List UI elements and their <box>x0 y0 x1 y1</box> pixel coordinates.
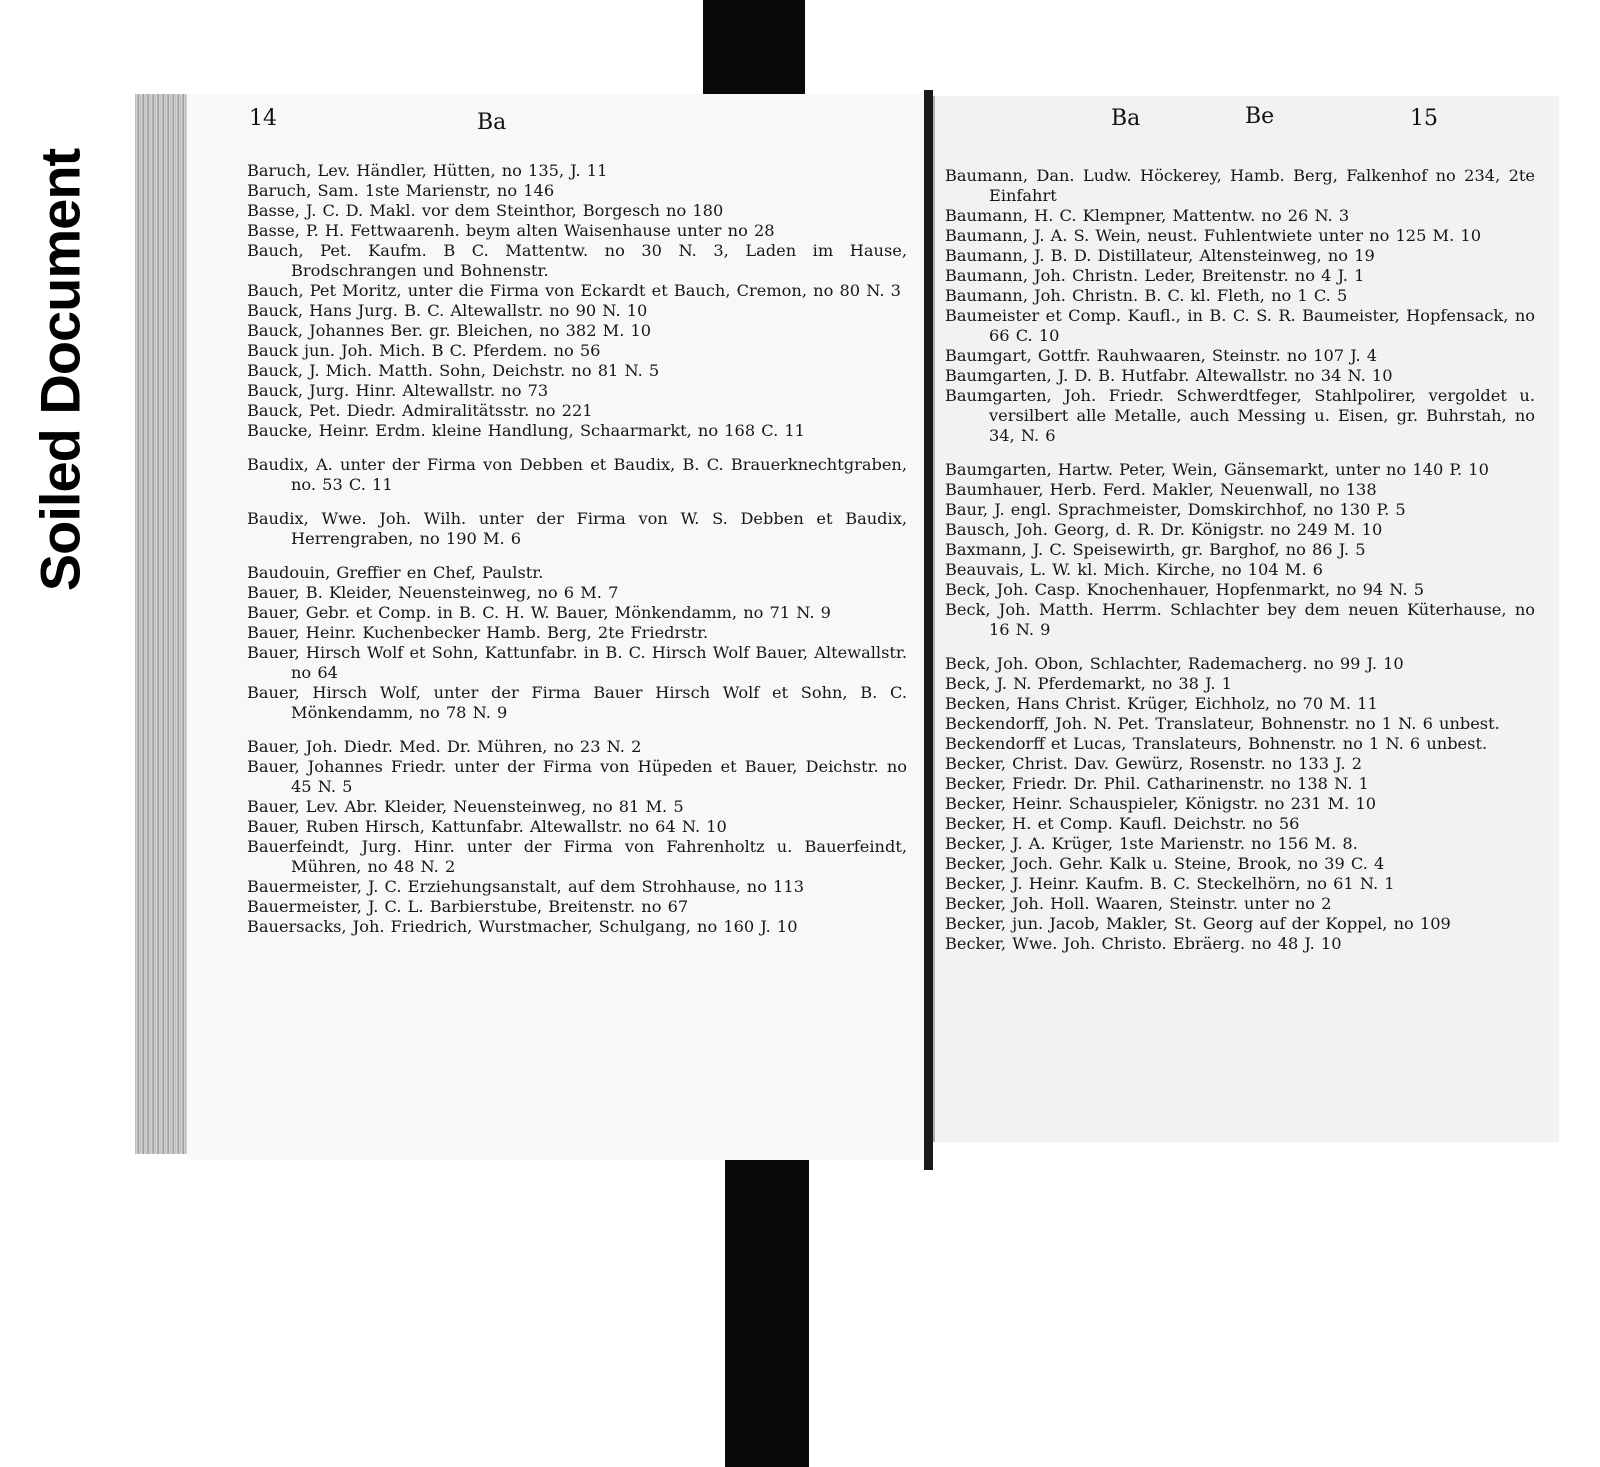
entry: Baumann, Dan. Ludw. Höckerey, Hamb. Berg, Falkenhof no 234, 2te Einfahrt <box>945 166 1535 205</box>
entry: Bauck, Johannes Ber. gr. Bleichen, no 382 M. 10 <box>247 321 652 340</box>
entry: Becker, Joch. Gehr. Kalk u. Steine, Brook, no 39 C. 4 <box>945 854 1385 873</box>
entry: Baudouin, Greffier en Chef, Paulstr. <box>247 563 544 582</box>
right-page-number: 15 <box>1410 106 1438 131</box>
entry: Becker, J. A. Krüger, 1ste Marienstr. no 156 M. 8. <box>945 834 1358 853</box>
right-running-head-be: Be <box>1245 104 1275 129</box>
right-page <box>933 96 1559 1142</box>
entry: Bauermeister, J. C. Erziehungsanstalt, auf dem Strohhause, no 113 <box>247 877 805 896</box>
entry: Basse, J. C. D. Makl. vor dem Steinthor, Borgesch no 180 <box>247 201 724 220</box>
entry: Bauer, Lev. Abr. Kleider, Neuensteinweg, no 81 M. 5 <box>247 797 684 816</box>
entry: Baumann, H. C. Klempner, Mattentw. no 26 N. 3 <box>945 206 1350 225</box>
entry: Becker, Heinr. Schauspieler, Königstr. no 231 M. 10 <box>945 794 1377 813</box>
entry: Bauer, Johannes Friedr. unter der Firma von Hüpeden et Bauer, Deichstr. no 45 N. 5 <box>247 757 907 796</box>
entry: Baudix, A. unter der Firma von Debben et Baudix, B. C. Brauerknechtgraben, no. 53 C. 11 <box>247 455 907 494</box>
entry: Baumann, Joh. Christn. Leder, Breitenstr. no 4 J. 1 <box>945 266 1365 285</box>
entry: Bauer, Heinr. Kuchenbecker Hamb. Berg, 2te Friedrstr. <box>247 623 709 642</box>
entry: Baruch, Lev. Händler, Hütten, no 135, J. 11 <box>247 161 608 180</box>
entry: Baxmann, J. C. Speisewirth, gr. Barghof, no 86 J. 5 <box>945 540 1366 559</box>
entry: Bauer, Joh. Diedr. Med. Dr. Mühren, no 23 N. 2 <box>247 737 642 756</box>
entry: Baumeister et Comp. Kaufl., in B. C. S. R. Baumeister, Hopfensack, no 66 C. 10 <box>945 306 1535 345</box>
entry: Bauch, Pet. Kaufm. B C. Mattentw. no 30 N. 3, Laden im Hause, Brodschrangen und Bohnenstr. <box>247 241 907 280</box>
entry: Baruch, Sam. 1ste Marienstr, no 146 <box>247 181 555 200</box>
entry: Bauer, Ruben Hirsch, Kattunfabr. Altewallstr. no 64 N. 10 <box>247 817 727 836</box>
entry: Becker, Joh. Holl. Waaren, Steinstr. unter no 2 <box>945 894 1332 913</box>
entry: Beckendorff et Lucas, Translateurs, Bohnenstr. no 1 N. 6 unbest. <box>945 734 1488 753</box>
entry: Baumgarten, Hartw. Peter, Wein, Gänsemarkt, unter no 140 P. 10 <box>945 460 1489 479</box>
entry: Bauck, Pet. Diedr. Admiralitätsstr. no 221 <box>247 401 593 420</box>
left-running-head: Ba <box>477 110 507 135</box>
entry: Beckendorff, Joh. N. Pet. Translateur, Bohnenstr. no 1 N. 6 unbest. <box>945 714 1500 733</box>
entry: Basse, P. H. Fettwaarenh. beym alten Waisenhause unter no 28 <box>247 221 775 240</box>
entry: Beck, Joh. Casp. Knochenhauer, Hopfenmarkt, no 94 N. 5 <box>945 580 1425 599</box>
entry: Becker, Christ. Dav. Gewürz, Rosenstr. no 133 J. 2 <box>945 754 1362 773</box>
entry: Bauerfeindt, Jurg. Hinr. unter der Firma von Fahrenholtz u. Bauerfeindt, Mühren, no 48 N. 2 <box>247 837 907 876</box>
left-page <box>187 94 924 1160</box>
entry: Bauersacks, Joh. Friedrich, Wurstmacher, Schulgang, no 160 J. 10 <box>247 917 798 936</box>
scanner-strip-top <box>703 0 805 98</box>
entry: Baumhauer, Herb. Ferd. Makler, Neuenwall, no 138 <box>945 480 1377 499</box>
stamp-label: Soiled Document <box>28 148 92 592</box>
entry: Baudix, Wwe. Joh. Wilh. unter der Firma von W. S. Debben et Baudix, Herrengraben, no 190 M. 6 <box>247 509 907 548</box>
book-gutter <box>924 90 933 1170</box>
soiled-document-stamp <box>20 110 100 630</box>
scanner-strip-bottom <box>725 1148 809 1467</box>
entry: Beck, J. N. Pferdemarkt, no 38 J. 1 <box>945 674 1232 693</box>
entry: Bauck, Jurg. Hinr. Altewallstr. no 73 <box>247 381 549 400</box>
entry: Beauvais, L. W. kl. Mich. Kirche, no 104 M. 6 <box>945 560 1323 579</box>
entry: Becker, Wwe. Joh. Christo. Ebräerg. no 48 J. 10 <box>945 934 1342 953</box>
entry: Bauer, Hirsch Wolf et Sohn, Kattunfabr. in B. C. Hirsch Wolf Bauer, Altewallstr. no 64 <box>247 643 907 682</box>
entry: Becker, Friedr. Dr. Phil. Catharinenstr. no 138 N. 1 <box>945 774 1369 793</box>
entry: Baumann, J. B. D. Distillateur, Altensteinweg, no 19 <box>945 246 1375 265</box>
entry: Beck, Joh. Matth. Herrm. Schlachter bey dem neuen Küterhause, no 16 N. 9 <box>945 600 1535 639</box>
entry: Bausch, Joh. Georg, d. R. Dr. Königstr. no 249 M. 10 <box>945 520 1383 539</box>
entry: Bauer, B. Kleider, Neuensteinweg, no 6 M. 7 <box>247 583 619 602</box>
entry: Becker, H. et Comp. Kaufl. Deichstr. no 56 <box>945 814 1300 833</box>
open-book <box>130 90 1535 1160</box>
entry: Beck, Joh. Obon, Schlachter, Rademacherg. no 99 J. 10 <box>945 654 1404 673</box>
entry: Bauer, Gebr. et Comp. in B. C. H. W. Bauer, Mönkendamm, no 71 N. 9 <box>247 603 831 622</box>
left-page-number: 14 <box>249 106 277 131</box>
entry: Baumann, Joh. Christn. B. C. kl. Fleth, no 1 C. 5 <box>945 286 1348 305</box>
page-edges <box>135 94 187 1154</box>
entry: Becker, J. Heinr. Kaufm. B. C. Steckelhörn, no 61 N. 1 <box>945 874 1395 893</box>
entry: Becker, jun. Jacob, Makler, St. Georg auf der Koppel, no 109 <box>945 914 1451 933</box>
entry: Baucke, Heinr. Erdm. kleine Handlung, Schaarmarkt, no 168 C. 11 <box>247 421 805 440</box>
right-entry-list <box>945 166 1535 954</box>
entry: Becken, Hans Christ. Krüger, Eichholz, no 70 M. 11 <box>945 694 1378 713</box>
right-running-head-ba: Ba <box>1111 106 1141 131</box>
entry: Bauck, J. Mich. Matth. Sohn, Deichstr. no 81 N. 5 <box>247 361 660 380</box>
entry: Baumann, J. A. S. Wein, neust. Fuhlentwiete unter no 125 M. 10 <box>945 226 1482 245</box>
entry: Bauer, Hirsch Wolf, unter der Firma Bauer Hirsch Wolf et Sohn, B. C. Mönkendamm, no 78 N. 9 <box>247 683 907 722</box>
left-entry-list <box>247 161 907 937</box>
entry: Baumgart, Gottfr. Rauhwaaren, Steinstr. no 107 J. 4 <box>945 346 1378 365</box>
entry: Bauck, Hans Jurg. B. C. Altewallstr. no 90 N. 10 <box>247 301 648 320</box>
entry: Bauch, Pet Moritz, unter die Firma von Eckardt et Bauch, Cremon, no 80 N. 3 <box>247 281 901 300</box>
entry: Bauermeister, J. C. L. Barbierstube, Breitenstr. no 67 <box>247 897 689 916</box>
entry: Bauck jun. Joh. Mich. B C. Pferdem. no 56 <box>247 341 601 360</box>
entry: Baumgarten, Joh. Friedr. Schwerdtfeger, Stahlpolirer, vergoldet u. versilbert alle Metalle, auch Messing u. Eisen, gr. Buhrstah, no 34, N. 6 <box>945 386 1535 445</box>
entry: Baur, J. engl. Sprachmeister, Domskirchhof, no 130 P. 5 <box>945 500 1406 519</box>
entry: Baumgarten, J. D. B. Hutfabr. Altewallstr. no 34 N. 10 <box>945 366 1393 385</box>
